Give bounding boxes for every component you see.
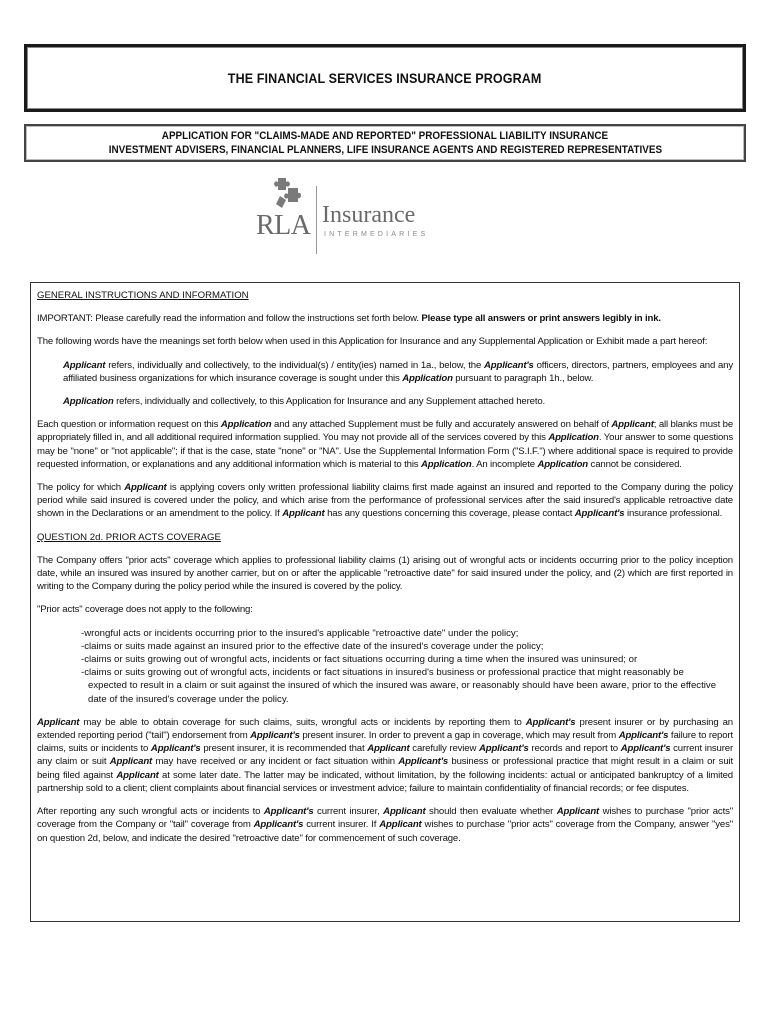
subtitle-line-1: APPLICATION FOR "CLAIMS-MADE AND REPORTED" PROFESSIONAL LIABILITY INSURANCE xyxy=(161,130,609,142)
prior-acts-exclusion-list xyxy=(37,627,733,706)
important-paragraph: IMPORTANT: Please carefully read the information and follow the instructions set forth below. Please type all answers or print answers legibly in ink. xyxy=(37,313,661,325)
instructions-content xyxy=(30,282,740,922)
list-item-continuation: date of the insured's coverage under the policy. xyxy=(88,693,289,705)
obtain-coverage-paragraph: Applicant may be able to obtain coverage for such claims, suits, wrongful acts or incidents by reporting them to Applicant's present insurer or by purchasing an extended reporting period ("tail") endorsement from Applicant's present insurer. In order to prevent a gap in coverage, which may result from Applicant's failure to report claims, suits or incidents to Applicant's present insurer, it is recommended that Applicant carefully review Applicant's records and report to Applicant's current insurer any claim or suit Applicant may have received or any incident or fact situation within Applicant's business or professional practice that might result in a claim or suit being filed against Applicant at some later date. The latter may be indicated, without limitation, by the following incidents: actual or anticipated bankruptcy of a limited partnership sold to a client; client complaints about financial services or investment advice; failure to maintain confidentiality of financial records; or fee disputes. xyxy=(37,716,733,794)
logo-insurance-text: Insurance xyxy=(322,202,416,228)
prior-acts-heading: QUESTION 2d. PRIOR ACTS COVERAGE xyxy=(37,531,221,543)
subtitle-line-2: INVESTMENT ADVISERS, FINANCIAL PLANNERS, LIFE INSURANCE AGENTS AND REGISTERED REPRESENTATIVES xyxy=(108,144,662,156)
prior-acts-exclusions-intro: "Prior acts" coverage does not apply to the following: xyxy=(37,604,253,616)
each-question-paragraph: Each question or information request on this Application and any attached Supplement must be fully and accurately answered on behalf of Applicant; all blanks must be appropriately filled in, and all additional required information supplied. You may not provide all of the services covered by this Application. Your answer to some questions may be "none" or "not applicable"; if that is the case, state "none" or "NA". Use the Supplemental Information Form ("S.I.F.") where additional space is required to provide requested information, or explanations and any additional information which is material to this Application. An incomplete Application cannot be considered. xyxy=(37,419,733,470)
application-definition: Application refers, individually and collectively, to this Application for Insurance and any Supplement attached hereto. xyxy=(63,396,546,408)
policy-coverage-paragraph: The policy for which Applicant is applying covers only written professional liability claims first made against an insured and reported to the Company during the policy period while said insured is covered under the policy, and which arise from the performance of professional services after the said insured's applicable retroactive date shown in the Declarations or an amendment to the policy. If Applicant has any questions concerning this coverage, please contact Applicant's insurance professional. xyxy=(37,482,733,520)
list-item-continuation: expected to result in a claim or suit against the insured of which the insured was aware, or reasonably should have been aware, prior to the effective xyxy=(88,680,717,692)
prior-acts-intro: The Company offers "prior acts" coverage which applies to professional liability claims (1) arising out of wrongful acts or incidents occurring prior to the policy inception date, while an insured was insured by another carrier, but on or after the applicable "retroactive date" for said insured under the policy, and (2) which are first reported in writing to the Company during the policy period while the insured is covered by the policy. xyxy=(37,554,733,593)
logo-divider xyxy=(316,186,317,254)
list-item: -claims or suits growing out of wrongful acts, incidents or fact situations in insured's business or professional practice that might reasonably be xyxy=(81,667,684,679)
program-title-box xyxy=(24,44,746,112)
general-instructions-heading: GENERAL INSTRUCTIONS AND INFORMATION xyxy=(37,290,249,301)
after-reporting-paragraph: After reporting any such wrongful acts or incidents to Applicant's current insurer, Applicant should then evaluate whether Applicant wishes to purchase "prior acts" coverage from the Company or "tail" coverage from Applicant's current insurer. If Applicant wishes to purchase "prior acts" coverage from the Company, answer "yes" on question 2d, below, and indicate the desired "retroactive date" for commencement of such coverage. xyxy=(37,806,733,844)
list-item: -claims or suits growing out of wrongful acts, incidents or fact situations occurring during a time when the insured was uninsured; or xyxy=(81,654,638,666)
program-title: THE FINANCIAL SERVICES INSURANCE PROGRAM xyxy=(228,70,542,86)
puzzle-emblem-icon xyxy=(272,176,302,210)
application-subtitle-box xyxy=(24,124,746,162)
list-item: -wrongful acts or incidents occurring prior to the insured's applicable "retroactive date" under the policy; xyxy=(81,627,519,639)
rla-insurance-logo xyxy=(246,176,446,258)
logo-rla-text: RLA xyxy=(256,210,311,241)
list-item: -claims or suits made against an insured prior to the effective date of the insured's coverage under the policy; xyxy=(81,640,544,652)
logo-intermediaries-text: INTERMEDIARIES xyxy=(324,231,429,238)
definitions-intro: The following words have the meanings set forth below when used in this Application for Insurance and any Supplemental Application or Exhibit made a part hereof: xyxy=(37,336,708,348)
applicant-definition: Applicant refers, individually and collectively, to the individual(s) / entity(ies) named in 1a., below, the Applicant's officers, directors, partners, employees and any affiliated business organizations for which insurance coverage is sought under this Application pursuant to paragraph 1h., below. xyxy=(63,359,733,384)
